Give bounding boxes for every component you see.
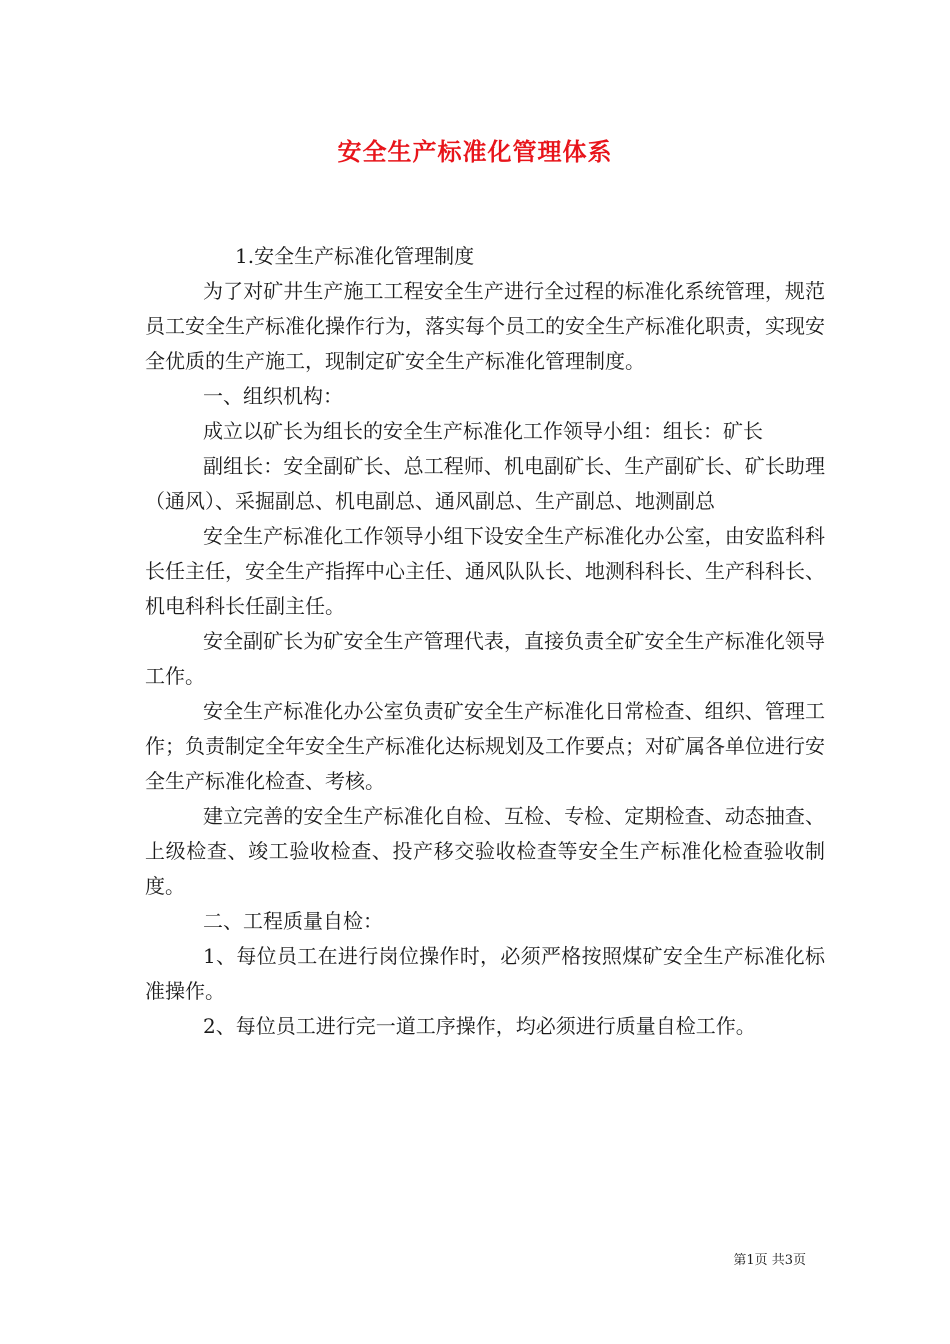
paragraph-org-heading: 一、组织机构： <box>203 384 343 408</box>
paragraph-office: 安全生产标准化工作领导小组下设安全生产标准化办公室，由安监科科长任主任，安全生产指挥中心主任、通风队队长、地测科科长、生产科科长、机电科科长任副主任。 <box>145 524 825 618</box>
paragraph-office-duties: 安全生产标准化办公室负责矿安全生产标准化日常检查、组织、管理工作；负责制定全年安全生产标准化达标规划及工作要点；对矿属各单位进行安全生产标准化检查、考核。 <box>145 699 825 793</box>
section-heading: 1.安全生产标准化管理制度 <box>235 244 475 268</box>
paragraph-inspection-system: 建立完善的安全生产标准化自检、互检、专检、定期检查、动态抽查、上级检查、竣工验收检查、投产移交验收检查等安全生产标准化检查验收制度。 <box>145 804 825 898</box>
document-title: 安全生产标准化管理体系 <box>337 137 613 166</box>
paragraph-item-2: 2、每位员工进行完一道工序操作，均必须进行质量自检工作。 <box>203 1014 756 1038</box>
paragraph-deputy-leaders: 副组长：安全副矿长、总工程师、机电副矿长、生产副矿长、矿长助理（通风）、采掘副总、机电副总、通风副总、生产副总、地测副总 <box>145 454 825 513</box>
paragraph-group-leader: 成立以矿长为组长的安全生产标准化工作领导小组：组长：矿长 <box>203 419 763 443</box>
document-body <box>145 239 825 1044</box>
page-number: 第1页 共3页 <box>733 1253 806 1268</box>
paragraph-self-check-heading: 二、工程质量自检： <box>203 909 383 933</box>
paragraph-item-1: 1、每位员工在进行岗位操作时，必须严格按照煤矿安全生产标准化标准操作。 <box>145 944 825 1003</box>
paragraph-intro: 为了对矿井生产施工工程安全生产进行全过程的标准化系统管理，规范员工安全生产标准化操作行为，落实每个员工的安全生产标准化职责，实现安全优质的生产施工，现制定矿安全生产标准化管理制度。 <box>145 279 825 373</box>
paragraph-safety-representative: 安全副矿长为矿安全生产管理代表，直接负责全矿安全生产标准化领导工作。 <box>145 629 825 688</box>
